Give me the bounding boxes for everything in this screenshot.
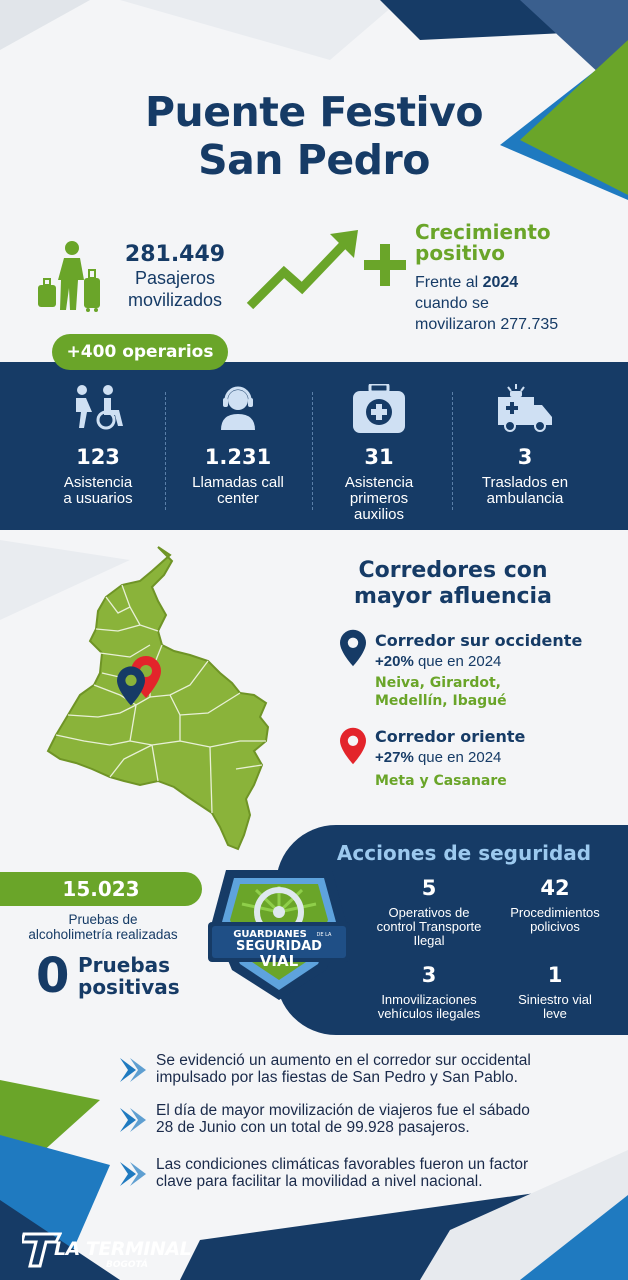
call-center-icon [215,384,261,430]
security-label-1: Operativos de [388,905,470,920]
security-value: 3 [421,963,437,987]
stat-first-aid [309,384,449,523]
badge-line-1: GUARDIANES [233,929,307,940]
security-value: 42 [540,876,570,900]
stat-label-1: Traslados en [481,474,569,491]
corridors-title [318,558,588,610]
stat-label-2: primeros [349,490,409,507]
stat-label-1: Asistencia [344,474,414,491]
security-item [366,963,492,1021]
corridor-pct: +27% [375,749,414,766]
bullet-line-2: impulsado por las fiestas de San Pedro y San Pablo. [156,1069,518,1086]
traveler-luggage-icon [36,240,106,312]
security-label-1: Siniestro vial [518,992,592,1007]
stat-call-center [168,384,308,507]
growth-text-prefix: Frente al [415,274,483,291]
plus-icon [364,244,406,286]
corridor-name: Corredor sur occidente [375,631,583,650]
security-item [496,963,614,1021]
stat-ambulance [455,384,595,507]
corridor-name: Corredor oriente [375,727,526,746]
security-value: 1 [547,963,563,987]
stat-value: 31 [364,445,394,469]
stat-label-2: ambulancia [486,490,564,507]
stat-label-1: Asistencia [63,474,133,491]
security-item [496,876,614,934]
alcohol-label-1: Pruebas de [68,912,138,927]
chevron-right-icon [118,1056,148,1084]
road-safety-guardians-badge [206,862,352,1004]
corridor-cities-1: Meta y Casanare [375,773,507,789]
positive-label-2: positivas [78,975,180,999]
corridor-growth [375,653,615,670]
growth-year: 2024 [482,274,519,291]
security-title: Acciones de seguridad [336,841,592,865]
positive-label-1: Pruebas [78,953,171,977]
first-aid-kit-icon [351,384,407,434]
passengers-label-1: Pasajeros [134,268,216,288]
bullet-line-1: El día de mayor movilización de viajeros fue el sábado [156,1102,530,1119]
ambulance-icon [496,384,554,432]
pin-navy-icon [340,628,366,668]
chevron-right-icon [118,1160,148,1188]
bullet-line-1: Se evidenció un aumento en el corredor sur occidental [156,1052,531,1069]
growth-title-2: positivo [415,241,506,265]
corridor-cities-2: Medellín, Ibagué [375,693,507,709]
corridor-cities-1: Neiva, Girardot, [375,675,501,691]
security-item [370,876,488,948]
page-title [0,88,628,184]
security-label-2: policivos [530,919,580,934]
stat-value: 3 [517,445,533,469]
pin-red-icon [340,726,366,766]
la-terminal-logo [22,1230,202,1274]
zero-value: 0 [36,948,70,1004]
colombia-map [40,545,280,855]
corridor-southwest [375,631,615,710]
badge-line-3: VIAL [259,952,299,970]
security-label-2: control Transporte [376,919,482,934]
growth-text-1 [415,272,620,293]
logo-name: LA TERMINAL [54,1238,192,1260]
alcohol-tests-badge: 15.023 [0,872,202,906]
alcohol-tests-label [0,912,206,942]
corridor-growth [375,749,615,766]
security-label-2: vehículos ilegales [377,1006,481,1021]
bullet-line-2: clave para facilitar la movilidad a nivel nacional. [156,1173,483,1190]
logo-city: BOGOTÁ [106,1260,148,1270]
chevron-right-icon [118,1106,148,1134]
corridor-suffix: que en 2024 [413,653,502,670]
growth-arrow-icon [246,228,362,312]
security-label-1: Inmovilizaciones [381,992,477,1007]
corridors-title-2: mayor afluencia [354,584,552,609]
stat-label-2: center [217,490,259,507]
bullet-line-2: 28 de Junio con un total de 99.928 pasajeros. [156,1119,470,1136]
passengers-block [110,242,240,311]
bullet-line-1: Las condiciones climáticas favorables fueron un factor [156,1156,529,1173]
stats-divider [452,392,453,510]
stat-value: 123 [76,445,120,469]
corridor-pct: +20% [375,653,414,670]
stat-user-assistance [28,384,168,507]
badge-line-2: SEGURIDAD [236,939,322,954]
security-label-2: leve [543,1006,567,1021]
title-line-1: Puente Festivo [144,88,484,136]
stat-label-1: Llamadas call [192,474,284,491]
bullet-item [118,1102,588,1136]
bullet-item [118,1156,588,1190]
corridor-east [375,727,615,790]
growth-title-1: Crecimiento [415,220,551,244]
positive-label [78,954,180,998]
growth-text-2: cuando se [415,295,489,312]
security-label-3: Ilegal [413,933,445,948]
map-pin-navy-icon [117,666,145,706]
growth-block [415,222,620,335]
passengers-value: 281.449 [124,242,226,267]
security-label-1: Procedimientos [510,905,600,920]
passengers-label-2: movilizados [127,290,223,310]
corridor-suffix: que en 2024 [413,749,502,766]
stat-label-3: auxilios [353,506,405,523]
stat-value: 1.231 [204,445,272,469]
corridors-title-1: Corredores con [358,558,548,583]
title-line-2: San Pedro [198,136,430,184]
security-value: 5 [421,876,437,900]
stat-label-2: a usuarios [63,490,133,507]
badge-small: DE LA [316,932,332,938]
alcohol-label-2: alcoholimetría realizadas [28,927,178,942]
bullet-item [118,1052,588,1086]
growth-text-3: movilizaron 277.735 [415,316,559,333]
operators-badge: +400 operarios [52,334,228,370]
wheelchair-assist-icon [70,384,126,430]
